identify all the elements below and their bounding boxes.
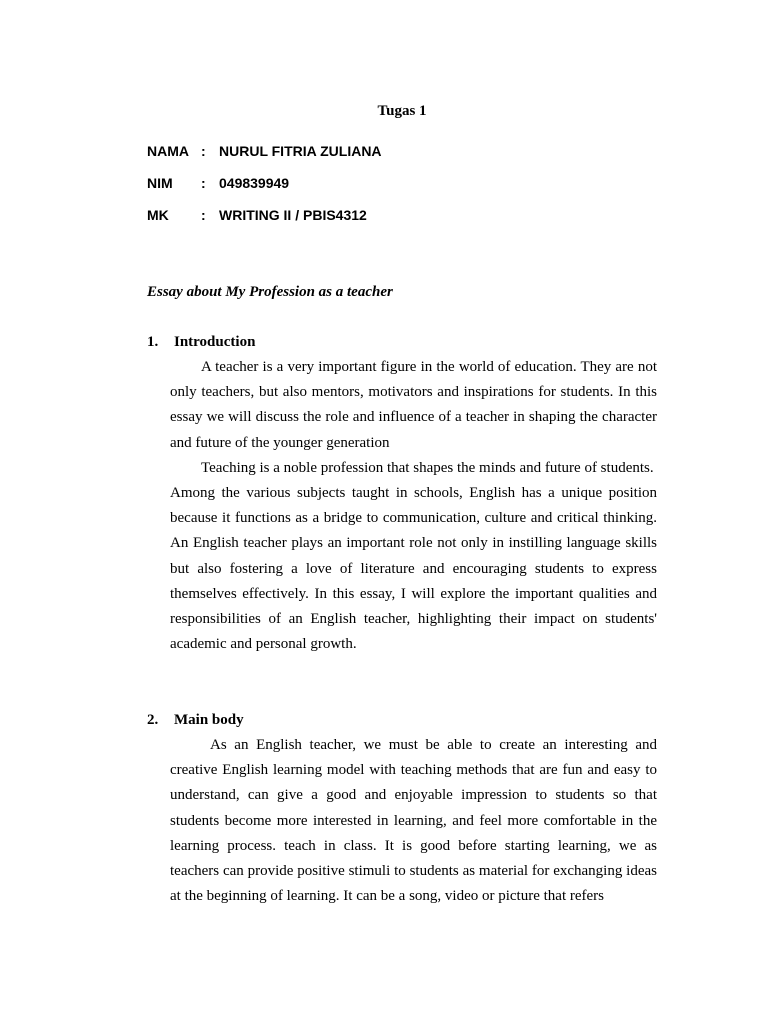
paragraph: Teaching is a noble profession that shapes the minds and future of students. [201, 459, 654, 476]
essay-title: Essay about My Profession as a teacher [147, 284, 393, 300]
info-value: WRITING II / PBIS4312 [219, 207, 367, 223]
info-colon: : [201, 175, 206, 191]
info-value: 049839949 [219, 175, 290, 191]
info-colon: : [201, 207, 206, 223]
introduction-body [170, 355, 657, 657]
section-title: Introduction [174, 334, 256, 350]
paragraph: As an English teacher, we must be able to create an interesting and creative English learning model with teaching methods that are fun and easy to understand, can give a good and enjoyable impression to students so that students become more interested in learning, and feel more comfortable in the learning process. teach in class. It is good before starting learning, we as teachers can provide positive stimuli to students as material for exchanging ideas at the beginning of learning. It can be a song, video or picture that refers [170, 737, 657, 905]
paragraph: Among the various subjects taught in schools, English has a unique position because it functions as a bridge to communication, culture and critical thinking. An English teacher plays an important role not only in instilling language skills but also fostering a love of literature and encouraging students to express themselves effectively. In this essay, I will explore the important qualities and responsibilities of an English teacher, highlighting their impact on students' academic and personal growth. [170, 485, 657, 653]
info-label: MK [147, 207, 169, 223]
info-label: NAMA [147, 143, 189, 159]
section-number: 1. [147, 334, 159, 350]
main-body-body [170, 733, 657, 909]
info-value: NURUL FITRIA ZULIANA [219, 143, 382, 159]
paragraph: A teacher is a very important figure in the world of education. They are not only teachers, but also mentors, motivators and inspirations for students. In this essay we will discuss the role and influence of a teacher in shaping the character and future of the younger generation [170, 359, 657, 451]
section-number: 2. [147, 712, 159, 728]
document-title: Tugas 1 [377, 103, 427, 119]
info-label: NIM [147, 175, 173, 191]
section-title: Main body [174, 712, 244, 728]
info-colon: : [201, 143, 206, 159]
